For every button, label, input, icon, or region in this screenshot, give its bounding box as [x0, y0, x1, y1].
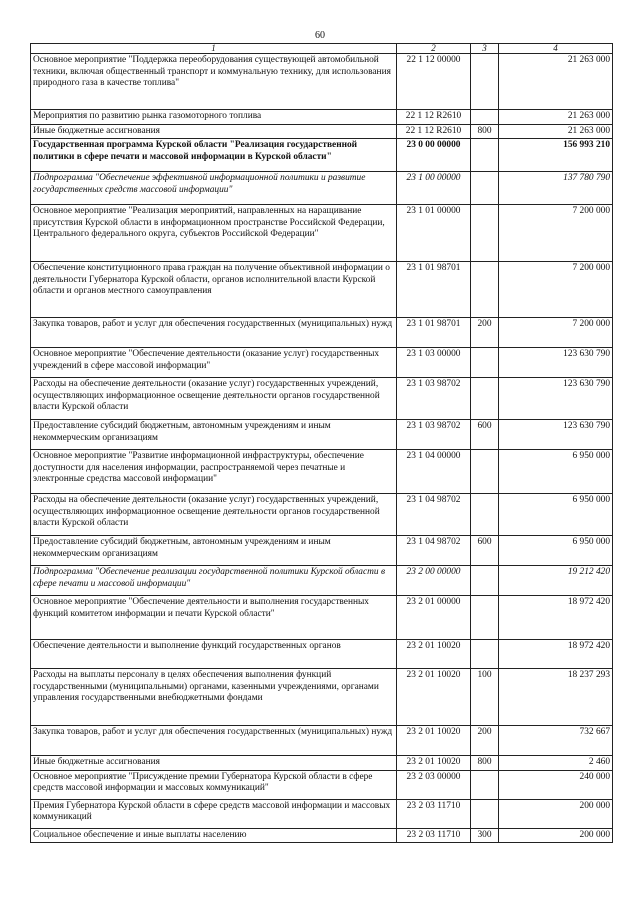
cell-expense-type [471, 262, 499, 318]
cell-name: Расходы на обеспечение деятельности (оказание услуг) государственных учреждений, осуществляющих информационное освещение деятельности органов государственной власти Курской области [31, 494, 397, 536]
cell-name: Закупка товаров, работ и услуг для обеспечения государственных (муниципальных) нужд [31, 726, 397, 756]
table-header-row [31, 44, 613, 54]
cell-sum: 7 200 000 [499, 318, 613, 348]
cell-code: 23 1 01 98701 [397, 262, 471, 318]
table-row [31, 494, 613, 536]
table-row [31, 54, 613, 110]
cell-expense-type: 200 [471, 726, 499, 756]
table-row [31, 669, 613, 726]
cell-sum: 7 200 000 [499, 205, 613, 262]
cell-expense-type [471, 348, 499, 378]
cell-name: Основное мероприятие "Поддержка переоборудования существующей автомобильной техники, включая общественный транспорт и коммунальную технику, для использования природного газа в качестве топлива" [31, 54, 397, 110]
cell-code: 23 1 03 98702 [397, 378, 471, 420]
cell-expense-type: 800 [471, 124, 499, 139]
header-col-name: 1 [31, 44, 397, 54]
cell-expense-type [471, 139, 499, 172]
table-row [31, 378, 613, 420]
cell-expense-type: 600 [471, 420, 499, 450]
cell-code: 23 1 04 98702 [397, 494, 471, 536]
cell-expense-type [471, 596, 499, 640]
cell-sum: 732 667 [499, 726, 613, 756]
cell-name: Закупка товаров, работ и услуг для обеспечения государственных (муниципальных) нужд [31, 318, 397, 348]
cell-code: 23 2 01 10020 [397, 669, 471, 726]
cell-name: Премия Губернатора Курской области в сфере средств массовой информации и массовых коммуникаций [31, 799, 397, 828]
cell-code: 23 2 00 00000 [397, 566, 471, 596]
cell-expense-type [471, 494, 499, 536]
budget-table [30, 43, 613, 843]
cell-code: 23 2 03 11710 [397, 799, 471, 828]
cell-code: 22 1 12 00000 [397, 54, 471, 110]
cell-name: Иные бюджетные ассигнования [31, 756, 397, 771]
cell-code: 23 1 03 98702 [397, 420, 471, 450]
cell-expense-type [471, 640, 499, 669]
cell-sum: 21 263 000 [499, 110, 613, 125]
cell-sum: 137 780 790 [499, 172, 613, 205]
cell-sum: 240 000 [499, 770, 613, 799]
table-body [31, 54, 613, 843]
table-row [31, 828, 613, 843]
cell-code: 23 2 01 10020 [397, 640, 471, 669]
cell-sum: 21 263 000 [499, 124, 613, 139]
cell-name: Подпрограмма "Обеспечение реализации государственной политики Курской области в сфере печати и массовой информации" [31, 566, 397, 596]
table-row [31, 726, 613, 756]
cell-code: 23 1 03 00000 [397, 348, 471, 378]
cell-sum: 123 630 790 [499, 378, 613, 420]
cell-sum: 6 950 000 [499, 494, 613, 536]
table-row [31, 110, 613, 125]
cell-sum: 18 972 420 [499, 596, 613, 640]
cell-name: Основное мероприятие "Развитие информационной инфраструктуры, обеспечение доступности для населения информации, распространяемой через печатные и электронные средства массовой информации" [31, 450, 397, 494]
cell-code: 23 2 01 10020 [397, 756, 471, 771]
cell-code: 23 1 04 00000 [397, 450, 471, 494]
cell-expense-type: 300 [471, 828, 499, 843]
cell-sum: 19 212 420 [499, 566, 613, 596]
cell-expense-type [471, 110, 499, 125]
table-row [31, 770, 613, 799]
cell-expense-type [471, 799, 499, 828]
table-row [31, 205, 613, 262]
page-number: 60 [315, 30, 325, 41]
cell-name: Иные бюджетные ассигнования [31, 124, 397, 139]
cell-code: 22 1 12 R2610 [397, 110, 471, 125]
table-row [31, 420, 613, 450]
cell-sum: 6 950 000 [499, 536, 613, 566]
cell-expense-type [471, 54, 499, 110]
cell-code: 23 2 01 10020 [397, 726, 471, 756]
cell-expense-type: 200 [471, 318, 499, 348]
table-row [31, 318, 613, 348]
cell-name: Основное мероприятие "Обеспечение деятельности (оказание услуг) государственных учреждений в сфере массовой информации" [31, 348, 397, 378]
cell-name: Социальное обеспечение и иные выплаты населению [31, 828, 397, 843]
cell-name: Подпрограмма "Обеспечение эффективной информационной политики и развитие государственных средств массовой информации" [31, 172, 397, 205]
cell-sum: 123 630 790 [499, 420, 613, 450]
cell-name: Основное мероприятие "Обеспечение деятельности и выполнения государственных функций комитетом информации и печати Курской области" [31, 596, 397, 640]
table-row [31, 640, 613, 669]
cell-name: Расходы на обеспечение деятельности (оказание услуг) государственных учреждений, осуществляющих информационное освещение деятельности органов государственной власти Курской области [31, 378, 397, 420]
table-row [31, 756, 613, 771]
cell-sum: 2 460 [499, 756, 613, 771]
table-row [31, 139, 613, 172]
cell-sum: 6 950 000 [499, 450, 613, 494]
cell-name: Мероприятия по развитию рынка газомоторного топлива [31, 110, 397, 125]
cell-code: 23 2 03 11710 [397, 828, 471, 843]
cell-sum: 200 000 [499, 828, 613, 843]
cell-expense-type [471, 378, 499, 420]
table-row [31, 799, 613, 828]
cell-sum: 123 630 790 [499, 348, 613, 378]
header-col-expense-type: 3 [471, 44, 499, 54]
table-row [31, 596, 613, 640]
cell-code: 23 0 00 00000 [397, 139, 471, 172]
cell-name: Предоставление субсидий бюджетным, автономным учреждениям и иным некоммерческим организациям [31, 536, 397, 566]
table-row [31, 262, 613, 318]
cell-expense-type: 100 [471, 669, 499, 726]
cell-expense-type [471, 770, 499, 799]
cell-sum: 156 993 210 [499, 139, 613, 172]
cell-sum: 18 972 420 [499, 640, 613, 669]
table-row [31, 172, 613, 205]
cell-name: Расходы на выплаты персоналу в целях обеспечения выполнения функций государственными (муниципальными) органами, казенными учреждениями, органами управления государственными внебюджетными фондами [31, 669, 397, 726]
cell-code: 23 1 01 98701 [397, 318, 471, 348]
header-col-code: 2 [397, 44, 471, 54]
cell-expense-type: 800 [471, 756, 499, 771]
cell-expense-type [471, 172, 499, 205]
cell-expense-type [471, 205, 499, 262]
table-row [31, 566, 613, 596]
cell-sum: 18 237 293 [499, 669, 613, 726]
cell-sum: 21 263 000 [499, 54, 613, 110]
cell-sum: 200 000 [499, 799, 613, 828]
table-row [31, 450, 613, 494]
cell-expense-type [471, 450, 499, 494]
cell-code: 23 1 00 00000 [397, 172, 471, 205]
table-row [31, 536, 613, 566]
cell-name: Обеспечение деятельности и выполнение функций государственных органов [31, 640, 397, 669]
cell-sum: 7 200 000 [499, 262, 613, 318]
cell-code: 22 1 12 R2610 [397, 124, 471, 139]
cell-name: Обеспечение конституционного права граждан на получение объективной информации о деятельности Губернатора Курской области, органов исполнительной власти Курской области и органов местного самоуправления [31, 262, 397, 318]
cell-code: 23 2 03 00000 [397, 770, 471, 799]
cell-expense-type: 600 [471, 536, 499, 566]
table-row [31, 348, 613, 378]
cell-name: Основное мероприятие "Присуждение премии Губернатора Курской области в сфере средств массовой информации и массовых коммуникаций" [31, 770, 397, 799]
header-col-sum: 4 [499, 44, 613, 54]
cell-name: Предоставление субсидий бюджетным, автономным учреждениям и иным некоммерческим организациям [31, 420, 397, 450]
table-row [31, 124, 613, 139]
cell-name: Государственная программа Курской области "Реализация государственной политики в сфере печати и массовой информации в Курской области" [31, 139, 397, 172]
cell-name: Основное мероприятие "Реализация мероприятий, направленных на наращивание присутствия Курской области в информационном пространстве Российской Федерации, Центрального федерального округа, субъектов Российской Федерации" [31, 205, 397, 262]
cell-code: 23 1 04 98702 [397, 536, 471, 566]
cell-expense-type [471, 566, 499, 596]
cell-code: 23 1 01 00000 [397, 205, 471, 262]
cell-code: 23 2 01 00000 [397, 596, 471, 640]
